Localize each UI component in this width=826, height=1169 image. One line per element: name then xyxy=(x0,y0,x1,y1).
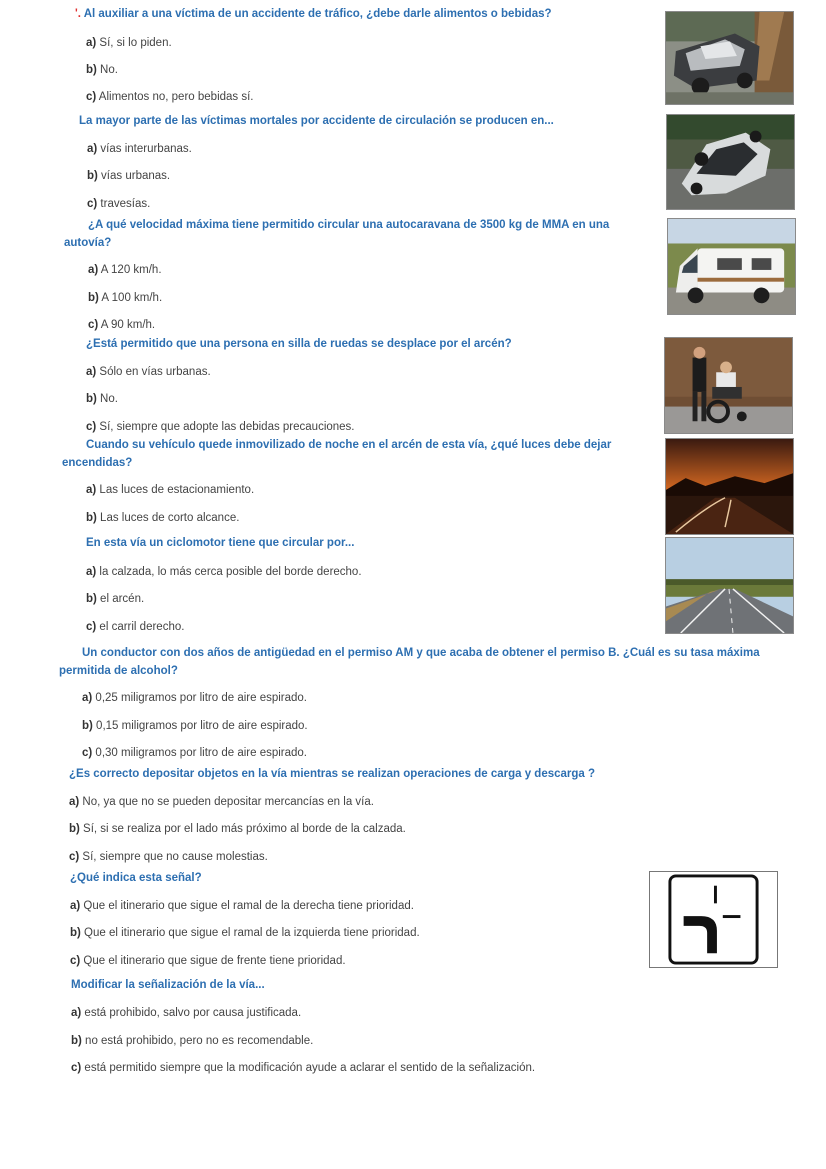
question-10-option-a: a) está prohibido, salvo por causa justificada. xyxy=(71,1007,302,1019)
question-5-option-a: a) Las luces de estacionamiento. xyxy=(86,484,255,496)
question-10: Modificar la señalización de la vía... xyxy=(71,979,265,991)
wheelchair-user-photo xyxy=(664,337,793,434)
question-4-option-a: a) Sólo en vías urbanas. xyxy=(86,366,211,378)
question-8-option-b: b) Sí, si se realiza por el lado más próximo al borde de la calzada. xyxy=(69,823,406,835)
question-2: La mayor parte de las víctimas mortales por accidente de circulación se producen en... xyxy=(79,115,554,127)
question-7-option-a: a) 0,25 miligramos por litro de aire espirado. xyxy=(82,692,308,704)
rural-road-photo xyxy=(665,537,794,634)
question-1-marker: '. xyxy=(75,8,81,20)
question-4-option-c: c) Sí, siempre que adopte las debidas precauciones. xyxy=(86,421,355,433)
question-7-option-c: c) 0,30 miligramos por litro de aire espirado. xyxy=(82,747,308,759)
night-road-photo xyxy=(665,438,794,535)
question-7: Un conductor con dos años de antigüedad en el permiso AM y que acaba de obtener el permiso B. ¿Cuál es su tasa máxima permitida de alcohol? xyxy=(59,647,760,677)
question-4-option-b: b) No. xyxy=(86,393,118,405)
question-2-option-b: b) vías urbanas. xyxy=(87,170,171,182)
question-3: ¿A qué velocidad máxima tiene permitido circular una autocaravana de 3500 kg de MMA en una autovía? xyxy=(64,219,610,249)
question-1-option-b: b) No. xyxy=(86,64,118,76)
question-6-option-a: a) la calzada, lo más cerca posible del borde derecho. xyxy=(86,566,362,578)
crashed-car-photo xyxy=(665,11,794,105)
question-1-option-c: c) Alimentos no, pero bebidas sí. xyxy=(86,91,254,103)
question-2-option-c: c) travesías. xyxy=(87,198,151,210)
question-7-option-b: b) 0,15 miligramos por litro de aire espirado. xyxy=(82,720,308,732)
overturned-car-photo xyxy=(666,114,795,210)
question-2-option-a: a) vías interurbanas. xyxy=(87,143,192,155)
question-8-option-c: c) Sí, siempre que no cause molestias. xyxy=(69,851,268,863)
question-9-option-c: c) Que el itinerario que sigue de frente tiene prioridad. xyxy=(70,955,346,967)
question-3-option-c: c) A 90 km/h. xyxy=(88,319,156,331)
question-6: En esta vía un ciclomotor tiene que circular por... xyxy=(86,537,355,549)
question-5: Cuando su vehículo quede inmovilizado de noche en el arcén de esta vía, ¿qué luces debe dejar encendidas? xyxy=(62,439,612,469)
priority-junction-sign xyxy=(649,871,778,968)
question-5-option-b: b) Las luces de corto alcance. xyxy=(86,512,240,524)
question-10-option-b: b) no está prohibido, pero no es recomendable. xyxy=(71,1035,314,1047)
question-6-option-b: b) el arcén. xyxy=(86,593,145,605)
question-3-option-a: a) A 120 km/h. xyxy=(88,264,162,276)
question-9: ¿Qué indica esta señal? xyxy=(70,872,202,884)
question-10-option-c: c) está permitido siempre que la modificación ayude a aclarar el sentido de la señalización. xyxy=(71,1062,536,1074)
question-1-option-a: a) Sí, si lo piden. xyxy=(86,37,172,49)
question-8-option-a: a) No, ya que no se pueden depositar mercancías en la vía. xyxy=(69,796,374,808)
question-3-option-b: b) A 100 km/h. xyxy=(88,292,163,304)
question-1: '. Al auxiliar a una víctima de un accidente de tráfico, ¿debe darle alimentos o bebidas? xyxy=(75,8,552,20)
question-4: ¿Está permitido que una persona en silla de ruedas se desplace por el arcén? xyxy=(86,338,512,350)
motorhome-photo xyxy=(667,218,796,315)
question-9-option-b: b) Que el itinerario que sigue el ramal de la izquierda tiene prioridad. xyxy=(70,927,420,939)
question-9-option-a: a) Que el itinerario que sigue el ramal de la derecha tiene prioridad. xyxy=(70,900,414,912)
question-6-option-c: c) el carril derecho. xyxy=(86,621,185,633)
question-8: ¿Es correcto depositar objetos en la vía mientras se realizan operaciones de carga y descarga ? xyxy=(69,768,596,780)
